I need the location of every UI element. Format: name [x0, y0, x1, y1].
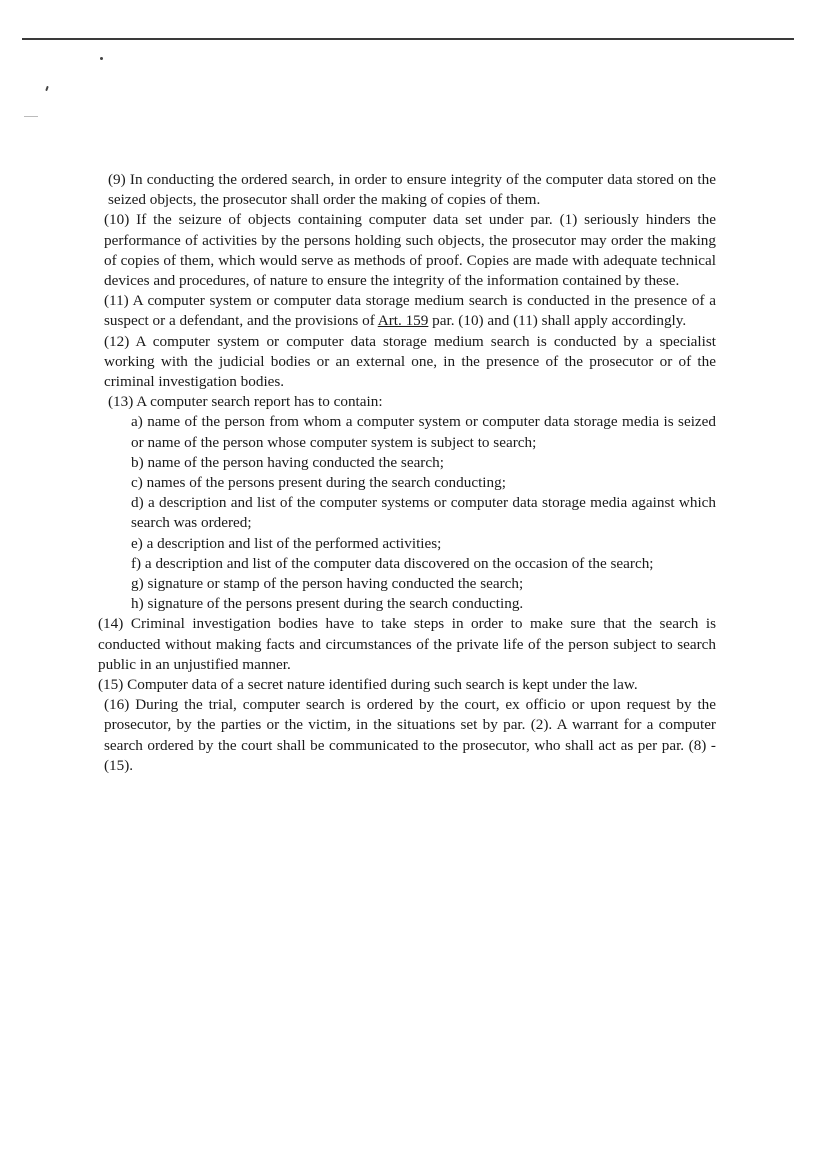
paragraph-12: (12) A computer system or computer data storage medium search is conducted by a specialist working with the judicial bodies or an external one, in the presence of the prosecutor or of the criminal investigation bodies. — [104, 332, 716, 391]
document-body — [98, 170, 716, 776]
article-159-link[interactable]: Art. 159 — [377, 312, 429, 330]
paragraph-9: (9) In conducting the ordered search, in order to ensure integrity of the computer data stored on the seized objects, the prosecutor shall order the making of copies of them. — [108, 171, 716, 209]
top-rule — [22, 38, 794, 40]
list-item: f) a description and list of the computer data discovered on the occasion of the search; — [131, 554, 654, 572]
paragraph-14: (14) Criminal investigation bodies have to take steps in order to make sure that the search is conducted without making facts and circumstances of the private life of the person subject to search public in an unjustified manner. — [98, 615, 716, 673]
paragraph-13: (13) A computer search report has to contain: — [108, 393, 383, 411]
list-item: e) a description and list of the performed activities; — [131, 534, 442, 552]
list-item: d) a description and list of the computer systems or computer data storage media against which search was ordered; — [131, 494, 716, 532]
scan-speck — [100, 57, 103, 60]
report-contents-list — [98, 412, 716, 614]
list-item: b) name of the person having conducted the search; — [131, 453, 444, 471]
list-item: h) signature of the persons present during the search conducting. — [131, 595, 524, 613]
list-item: g) signature or stamp of the person having conducted the search; — [131, 575, 524, 593]
list-item: a) name of the person from whom a computer system or computer data storage media is seized or name of the person whose computer system is subject to search; — [131, 413, 716, 451]
list-item: c) names of the persons present during the search conducting; — [131, 474, 506, 492]
paragraph-11 — [98, 291, 716, 331]
paragraph-11-text-end: par. (10) and (11) shall apply accordingly. — [428, 312, 687, 330]
paragraph-10: (10) If the seizure of objects containing computer data set under par. (1) seriously hinders the performance of activities by the persons holding such objects, the prosecutor may order the making of copies of them, which would serve as methods of proof. Copies are made with adequate technical devices and procedures, of nature to ensure the integrity of the information contained by these. — [104, 211, 716, 290]
scan-speck — [24, 116, 38, 117]
paragraph-11-text: (11) A computer system or computer data storage medium search is conducted in the presence of a suspect or a defendant, and the provisions of — [104, 292, 716, 330]
paragraph-16: (16) During the trial, computer search is ordered by the court, ex officio or upon request by the prosecutor, by the parties or the victim, in the situations set by par. (2). A warrant for a computer search ordered by the court shall be communicated to the prosecutor, who shall act as per par. (8) - (15). — [104, 696, 716, 774]
paragraph-15: (15) Computer data of a secret nature identified during such search is kept under the law. — [98, 676, 638, 694]
scan-speck — [45, 86, 49, 91]
